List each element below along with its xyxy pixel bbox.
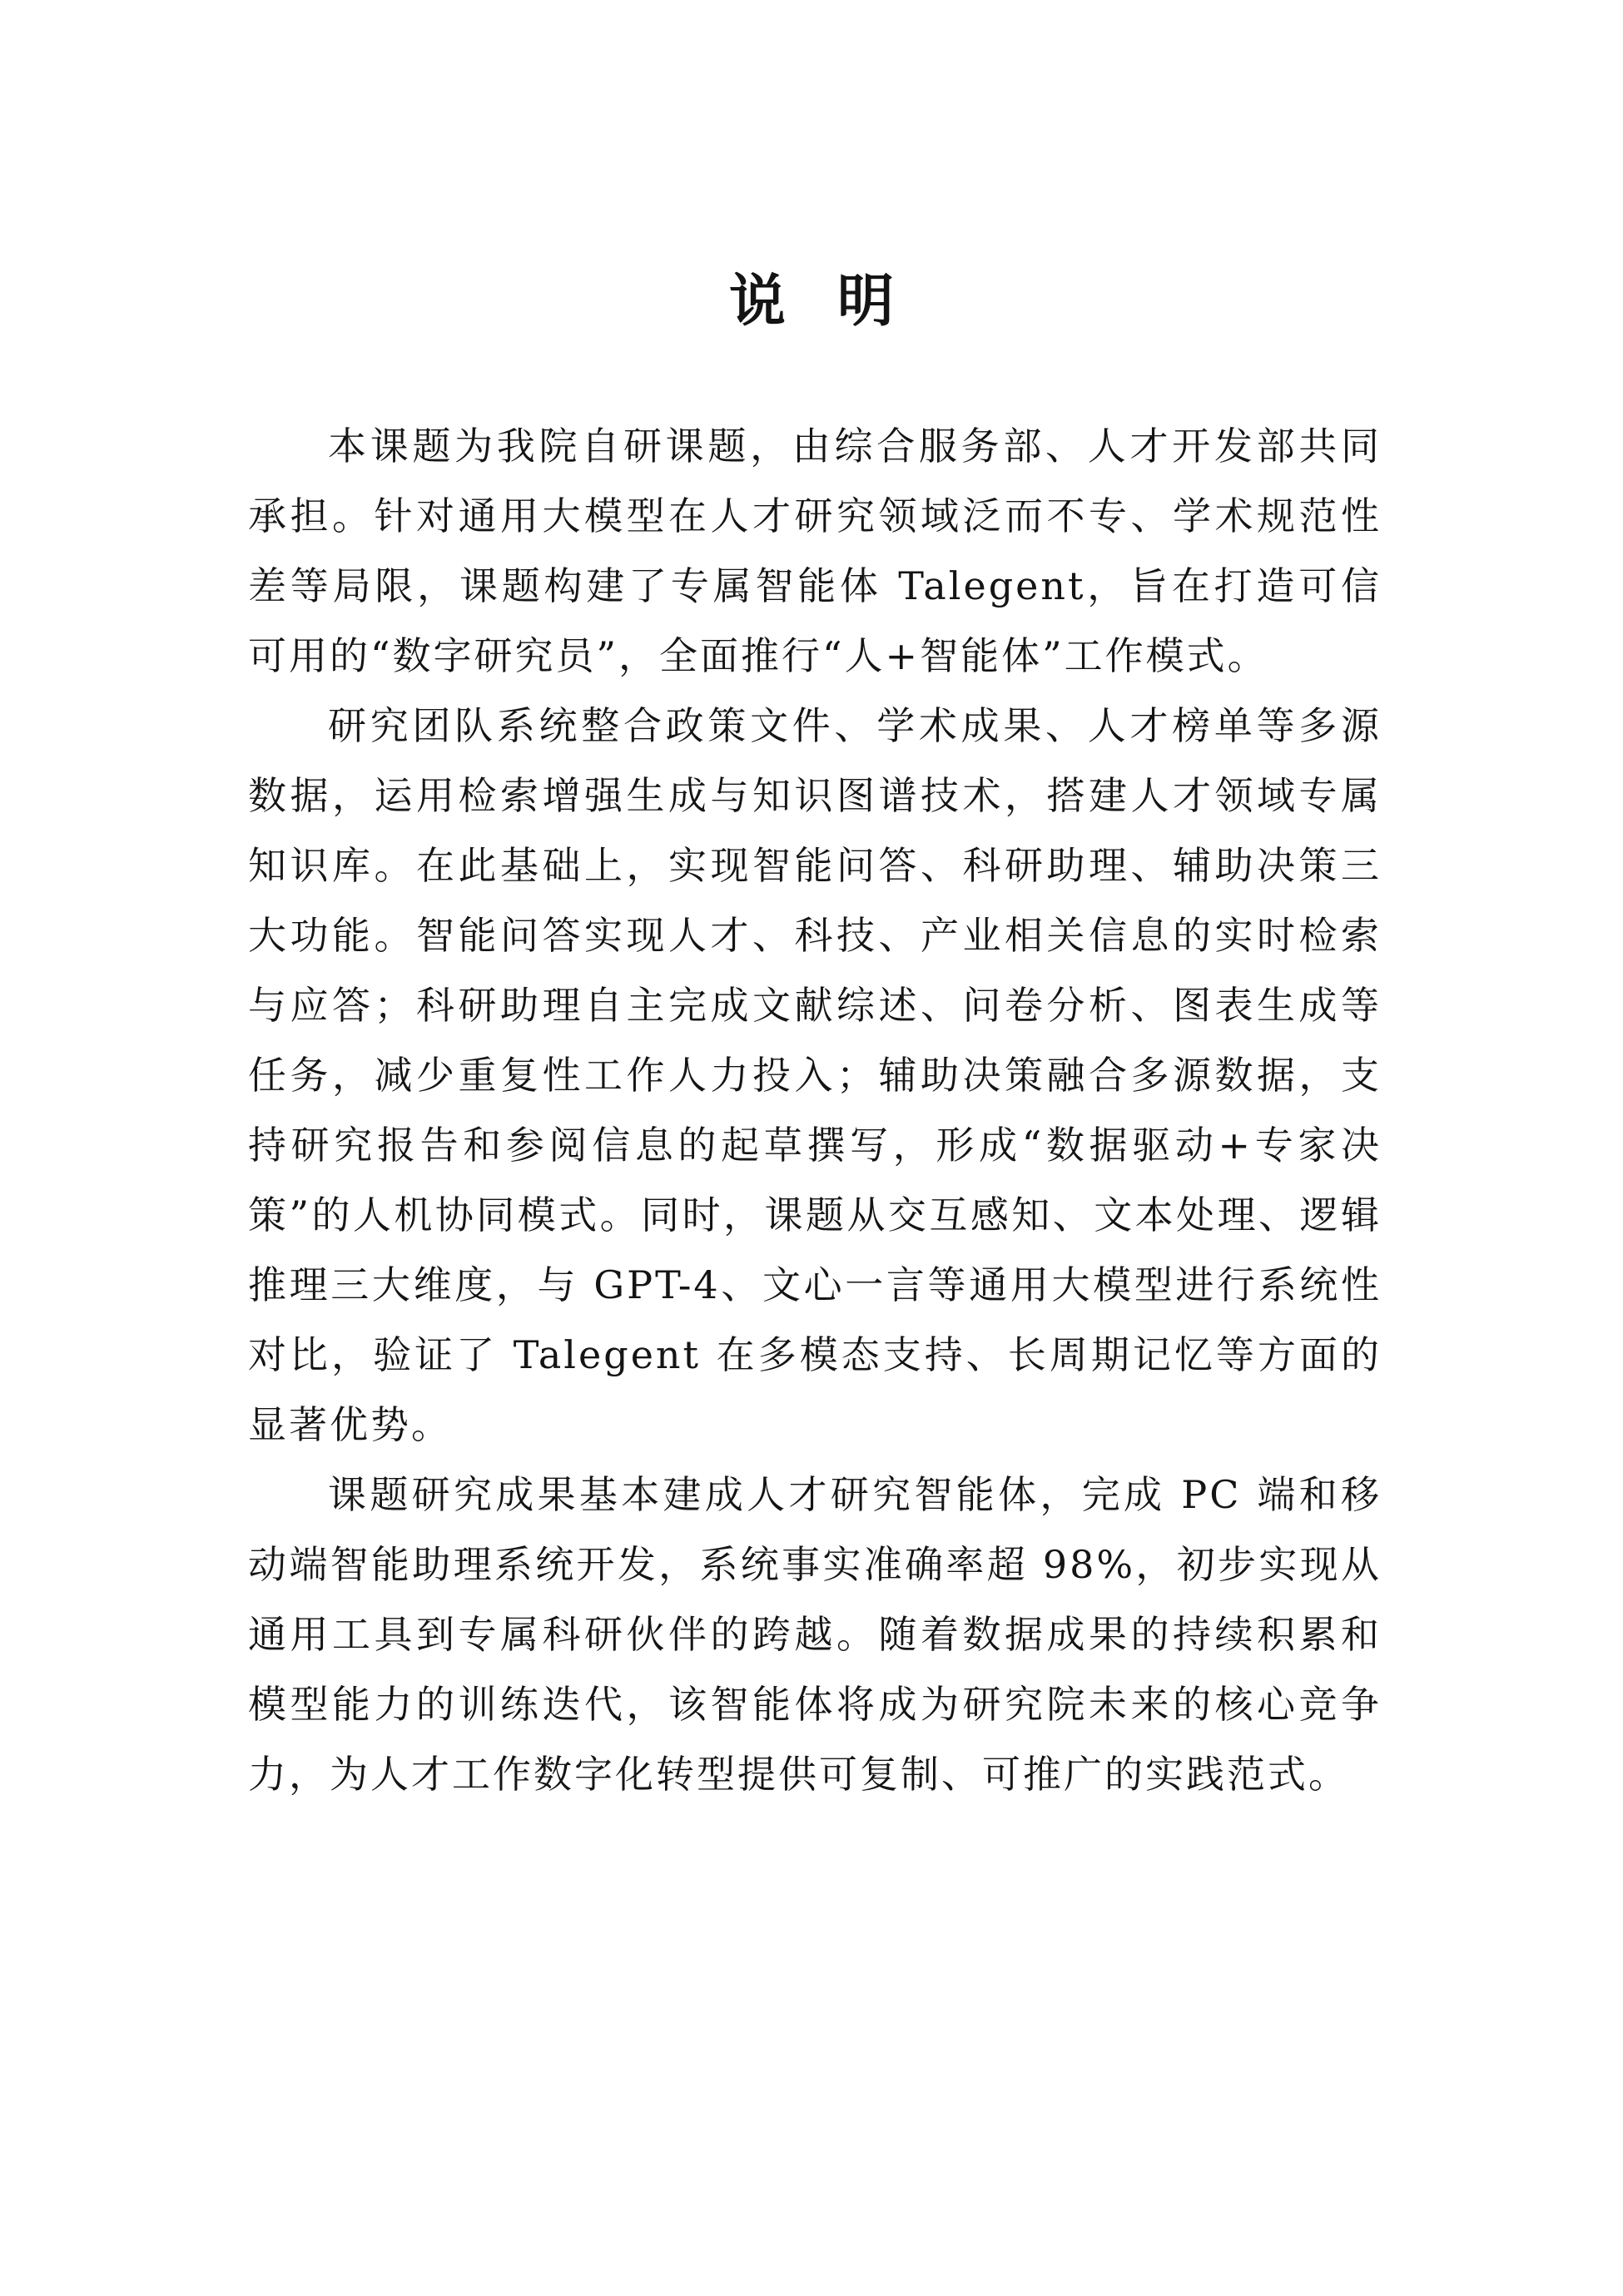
body-text: [248, 411, 1382, 1809]
page-title: 说明: [728, 269, 946, 335]
paragraph-3: 课题研究成果基本建成人才研究智能体，完成 PC 端和移动端智能助理系统开发，系统事实准确率超 98%，初步实现从通用工具到专属科研伙伴的跨越。随着数据成果的持续积累和模型能力的训练迭代，该智能体将成为研究院未来的核心竞争力，为人才工作数字化转型提供可复制、可推广的实践范式。: [248, 1472, 1382, 1797]
paragraph-2: 研究团队系统整合政策文件、学术成果、人才榜单等多源数据，运用检索增强生成与知识图谱技术，搭建人才领域专属知识库。在此基础上，实现智能问答、科研助理、辅助决策三大功能。智能问答实现人才、科技、产业相关信息的实时检索与应答；科研助理自主完成文献综述、问卷分析、图表生成等任务，减少重复性工作人力投入；辅助决策融合多源数据，支持研究报告和参阅信息的起草撰写，形成“数据驱动+专家决策”的人机协同模式。同时，课题从交互感知、文本处理、逻辑推理三大维度，与 GPT-4、文心一言等通用大模型进行系统性对比，验证了 Talegent 在多模态支持、长周期记忆等方面的显著优势。: [248, 703, 1382, 1447]
paragraph-1: 本课题为我院自研课题，由综合服务部、人才开发部共同承担。针对通用大模型在人才研究领域泛而不专、学术规范性差等局限，课题构建了专属智能体 Talegent，旨在打造可信可用的“数字研究员”，全面推行“人+智能体”工作模式。: [248, 424, 1382, 678]
